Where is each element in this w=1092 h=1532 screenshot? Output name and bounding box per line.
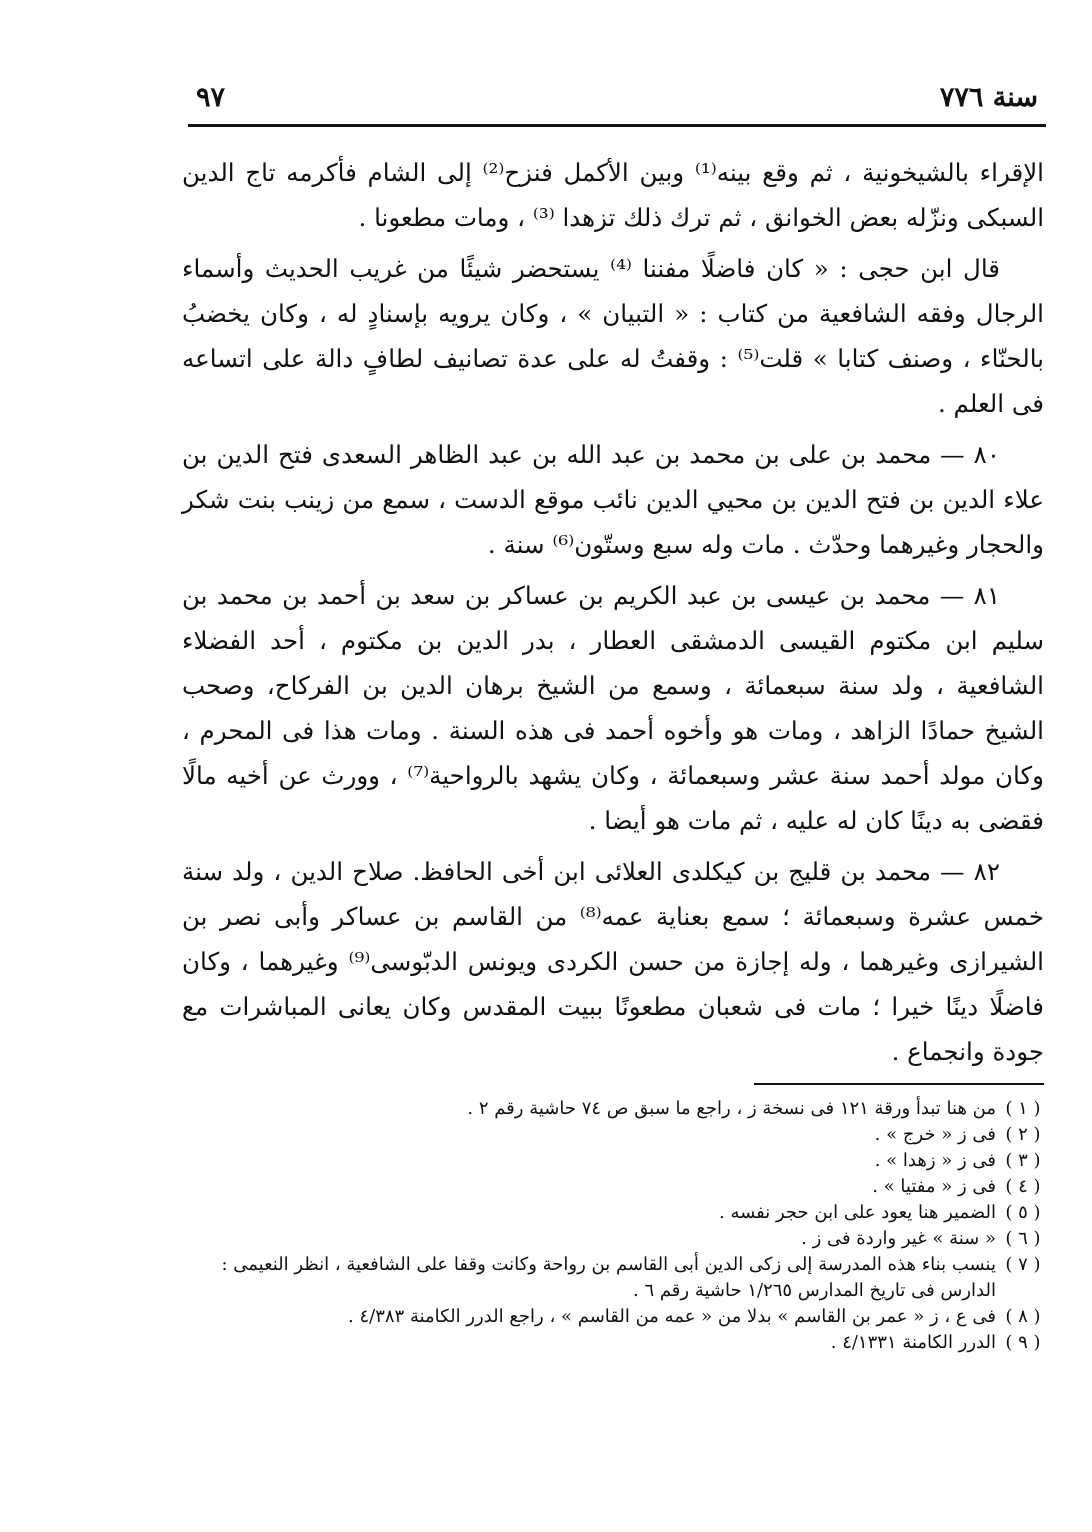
footnote-text: فى ز « زهدا » . <box>874 1150 996 1171</box>
footnote-text: فى ع ، ز « عمر بن القاسم » بدلا من « عمه من القاسم » ، راجع الدرر الكامنة ٤/٣٨٣ . <box>348 1306 996 1327</box>
footnote-1 <box>170 1096 1046 1122</box>
footnote-2 <box>170 1122 1046 1148</box>
footnote-text: فى ز « مفتيا » . <box>872 1176 996 1197</box>
footnote-number: ( ٣ ) <box>1005 1150 1041 1171</box>
footnote-text: الضمير هنا يعود على ابن حجر نفسه . <box>719 1202 996 1223</box>
entry-80: ٨٠ — محمد بن على بن محمد بن عبد الله بن عبد الظاهر السعدى فتح الدين بن علاء الدين بن فتح الدين بن محيي الدين نائب موقع الدست ، سمع من زينب بنت شكر والحجار وغيرهما وحدّث . مات وله سبع وستّون⁽⁶⁾ سنة . <box>182 440 1044 559</box>
footnotes <box>170 1096 1046 1356</box>
footnote-number: ( ٥ ) <box>1005 1202 1041 1223</box>
footnote-5 <box>170 1200 1046 1226</box>
page-number: ٩٧ <box>196 82 226 113</box>
footnote-number: ( ٩ ) <box>1005 1332 1041 1353</box>
footnote-8 <box>170 1304 1046 1330</box>
footnote-text: « سنة » غير واردة فى ز . <box>801 1228 996 1249</box>
footnote-3 <box>170 1148 1046 1174</box>
paragraph-continuation: الإقراء بالشيخونية ، ثم وقع بينه⁽¹⁾ وبين الأكمل فنزح⁽²⁾ إلى الشام فأكرمه تاج الدين السبكى ونزّله بعض الخوانق ، ثم ترك ذلك تزهدا ⁽³⁾ ، ومات مطعونا . <box>182 158 1044 232</box>
entry-82: ٨٢ — محمد بن قليج بن كيكلدى العلائى ابن أخى الحافظ. صلاح الدين ، ولد سنة خمس عشرة وسبعمائة ؛ سمع بعناية عمه⁽⁸⁾ من القاسم بن عساكر وأبى نصر بن الشيرازى وغيرهما ، وله إجازة من حسن الكردى ويونس الدبّوسى⁽⁹⁾ وغيرهما ، وكان فاضلًا دينًا خيرا ؛ مات فى شعبان مطعونًا ببيت المقدس وكان يعانى المباشرات مع جودة وانجماع . <box>182 857 1044 1066</box>
footnote-text: الدرر الكامنة ٤/١٣٣١ . <box>830 1332 996 1353</box>
header-year: سنة ٧٧٦ <box>939 82 1038 113</box>
footnote-number: ( ٢ ) <box>1005 1124 1041 1145</box>
footnote-text: من هنا تبدأ ورقة ١٢١ فى نسخة ز ، راجع ما سبق ص ٧٤ حاشية رقم ٢ . <box>467 1098 996 1119</box>
footnote-rule <box>754 1083 1044 1085</box>
entry-81: ٨١ — محمد بن عيسى بن عبد الكريم بن عساكر بن سعد بن أحمد بن محمد بن سليم ابن مكتوم القيسى الدمشقى العطار ، بدر الدين بن مكتوم ، أحد الفضلاء الشافعية ، ولد سنة سبعمائة ، وسمع من الشيخ برهان الدين بن الفركاح، وصحب الشيخ حمادًا الزاهد ، ومات هو وأخوه أحمد فى هذه السنة . ومات هذا فى المحرم ، وكان مولد أحمد سنة عشر وسبعمائة ، وكان يشهد بالرواحية⁽⁷⁾ ، وورث عن أخيه مالًا فقضى به دينًا كان له عليه ، ثم مات هو أيضا . <box>182 581 1044 835</box>
main-text <box>182 150 1044 1074</box>
header-rule <box>188 124 1046 127</box>
paragraph-quote: قال ابن حجى : « كان فاضلًا مفننا ⁽⁴⁾ يستحضر شيئًا من غريب الحديث وأسماء الرجال وفقه الشافعية من كتاب : « التبيان » ، وكان يرويه بإسنادٍ له ، وكان يخضبُ بالحنّاء ، وصنف كتابا » قلت⁽⁵⁾ : وقفتُ له على عدة تصانيف لطافٍ دالة على اتساعه فى العلم . <box>182 254 1044 418</box>
running-header <box>188 82 1046 122</box>
footnote-4 <box>170 1174 1046 1200</box>
footnote-9 <box>170 1330 1046 1356</box>
footnote-text: ينسب بناء هذه المدرسة إلى زكى الدين أبى القاسم بن رواحة وكانت وقفا على الشافعية ، انظر النعيمى : الدارس فى تاريخ المدارس ١/٢٦٥ حاشية رقم ٦ . <box>221 1254 996 1301</box>
footnote-number: ( ٧ ) <box>1005 1254 1041 1275</box>
footnote-number: ( ٦ ) <box>1005 1228 1041 1249</box>
footnote-number: ( ٨ ) <box>1005 1306 1041 1327</box>
footnote-text: فى ز « خرج » . <box>874 1124 996 1145</box>
footnote-7 <box>170 1252 1046 1304</box>
footnote-number: ( ١ ) <box>1005 1098 1041 1119</box>
footnote-6 <box>170 1226 1046 1252</box>
footnote-number: ( ٤ ) <box>1005 1176 1041 1197</box>
